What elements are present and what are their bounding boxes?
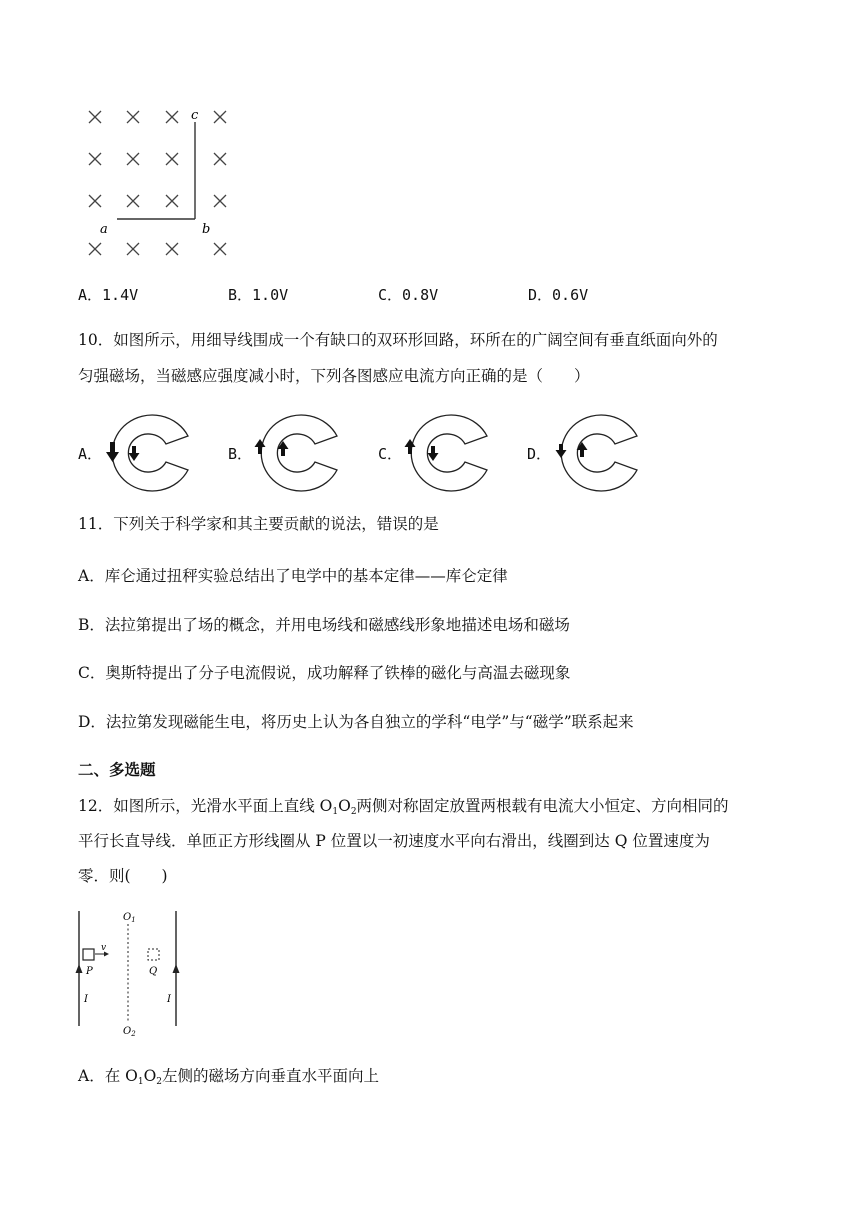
svg-text:Q: Q [149,966,158,977]
label-c: c [191,108,199,123]
label-b: b [202,222,211,237]
svg-text:I: I [167,994,171,1005]
q10-ring-figure-d [553,412,653,494]
svg-text:v: v [101,943,107,953]
q9-option-d[interactable]: D．0.6V [528,286,589,304]
q10-ring-figure-c [403,412,503,494]
coil-q [148,949,159,960]
q10-stem-line2: 匀强磁场，当磁感应强度减小时，下列各图感应电流方向正确的是（ ） [78,367,590,385]
q9-field-figure [80,100,250,270]
arrow-down-icon [129,446,140,461]
arrow-up-icon [577,442,588,457]
q11-option-c[interactable]: C．奥斯特提出了分子电流假说，成功解释了铁棒的磁化与高温去磁现象 [78,664,571,682]
q10-ring-figure-b [253,412,353,494]
svg-text:I: I [84,994,88,1005]
q12-option-a[interactable]: A．在 $O_1O_2$左侧的磁场方向垂直水平面向上 [78,1067,380,1087]
coil-p [83,949,94,960]
q11-stem: 11．下列关于科学家和其主要贡献的说法，错误的是 [78,515,439,533]
q11-option-d[interactable]: D．法拉第发现磁能生电，将历史上认为各自独立的学科“电学”与“磁学”联系起来 [78,713,634,731]
arrow-up-icon [255,439,266,454]
arrow-up-icon [173,964,180,973]
arrow-up-icon [278,441,289,456]
arrow-up-icon [405,439,416,454]
section-heading-multiple-choice: 二、多选题 [78,760,156,779]
label-a: a [100,222,108,237]
q9-option-b[interactable]: B．1.0V [228,286,289,304]
svg-text:P: P [86,966,93,977]
q10-option-b-label[interactable]: B． [228,445,253,463]
q11-option-b[interactable]: B．法拉第提出了场的概念，并用电场线和磁感线形象地描述电场和磁场 [78,616,570,634]
q12-wires-figure [68,906,193,1036]
arrow-up-icon [76,964,83,973]
svg-text:O2: $O_2$ [123,1026,136,1036]
q11-option-a[interactable]: A．库仑通过扭秤实验总结出了电学中的基本定律——库仑定律 [78,567,508,585]
q9-option-a[interactable]: A．1.4V [78,286,139,304]
arrow-down-icon [428,446,439,461]
svg-text:O1: $O_1$ [123,912,136,924]
q10-option-d-label[interactable]: D． [527,445,552,463]
q12-stem-line1: 12．如图所示，光滑水平面上直线 $O_1O_2$两侧对称固定放置两根载有电流大小恒定、方向相同的 [78,797,729,817]
q12-stem-line3: 零．则( ) [78,867,168,885]
arrow-down-icon [556,444,567,458]
q10-option-c-label[interactable]: C． [378,445,403,463]
q10-ring-figure-a [104,412,204,494]
q10-option-a-label[interactable]: A． [78,445,103,463]
q9-option-c[interactable]: C．0.8V [378,286,439,304]
q10-stem-line1: 10．如图所示，用细导线围成一个有缺口的双环形回路，环所在的广阔空间有垂直纸面向外的 [78,331,718,349]
q12-stem-line2: 平行长直导线．单匝正方形线圈从 P 位置以一初速度水平向右滑出，线圈到达 Q 位置速度为 [78,832,710,850]
arrow-down-icon [106,442,119,462]
